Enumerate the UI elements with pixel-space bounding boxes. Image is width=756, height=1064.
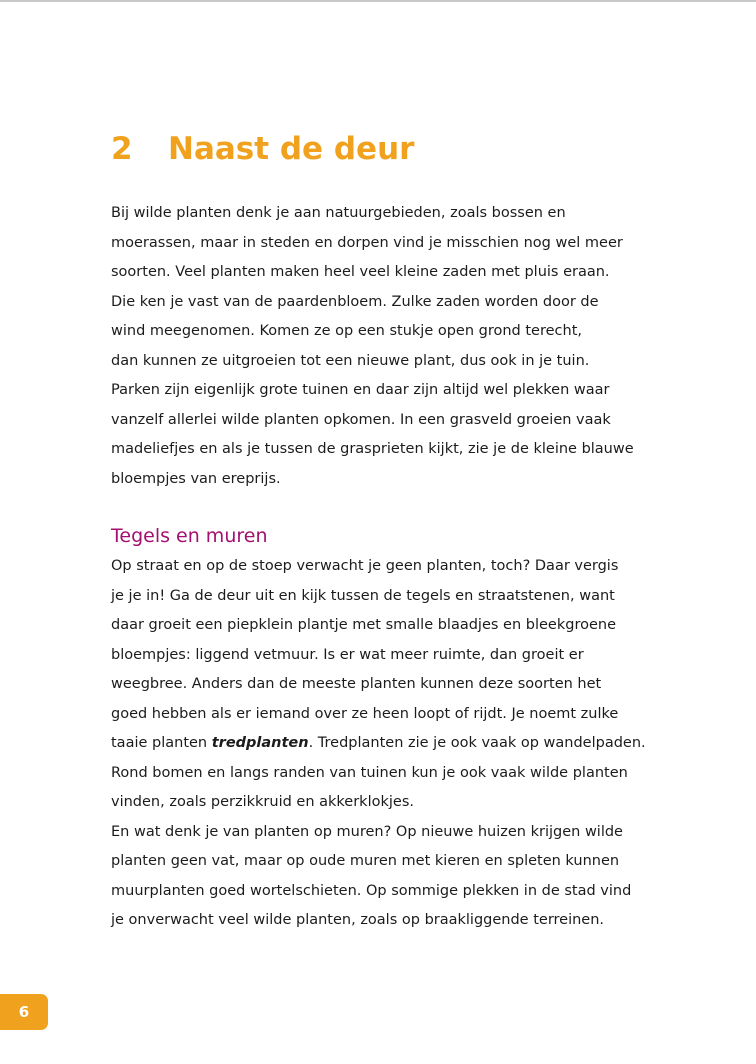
text-line: soorten. Veel planten maken heel veel kleine zaden met pluis eraan. [111,264,610,280]
text-line: En wat denk je van planten op muren? Op nieuwe huizen krijgen wilde [111,823,623,840]
text-line: dan kunnen ze uitgroeien tot een nieuwe plant, dus ook in je tuin. [111,352,590,369]
text-line: je je in! Ga de deur uit en kijk tussen de tegels en straatstenen, want [111,587,615,604]
text-fragment: taaie planten [111,735,212,751]
top-border-line [0,0,756,2]
text-line: moerassen, maar in steden en dorpen vind je misschien nog wel meer [111,234,623,251]
text-line: bloempjes van ereprijs. [111,470,281,487]
text-line: Parken zijn eigenlijk grote tuinen en daar zijn altijd wel plekken waar [111,382,610,398]
text-line: Rond bomen en langs randen van tuinen kun je ook vaak wilde planten [111,764,628,781]
text-line: Op straat en op de stoep verwacht je geen planten, toch? Daar vergis [111,558,619,574]
page-number-tab [0,994,48,1030]
intro-paragraph [111,199,671,494]
text-line-with-emphasis [111,729,671,759]
chapter-number: 2 [111,131,133,167]
text-line: wind meegenomen. Komen ze op een stukje open grond terecht, [111,323,582,339]
text-line: vanzelf allerlei wilde planten opkomen. In een grasveld groeien vaak [111,411,611,428]
text-line: bloempjes: liggend vetmuur. Is er wat meer ruimte, dan groeit er [111,646,584,663]
tegels-paragraph [111,552,671,936]
text-line: weegbree. Anders dan de meeste planten kunnen deze soorten het [111,676,602,692]
text-line: Die ken je vast van de paardenbloem. Zulke zaden worden door de [111,293,599,310]
chapter-heading [111,128,414,170]
text-line: Bij wilde planten denk je aan natuurgebieden, zoals bossen en [111,205,566,221]
text-line: daar groeit een piepklein plantje met smalle blaadjes en bleekgroene [111,617,616,633]
text-fragment: . Tredplanten zie je ook vaak op wandelpaden. [308,735,646,751]
text-line: muurplanten goed wortelschieten. Op sommige plekken in de stad vind [111,882,632,899]
chapter-title: Naast de deur [168,131,415,167]
section-heading-tegels: Tegels en muren [111,525,268,547]
text-line: goed hebben als er iemand over ze heen loopt of rijdt. Je noemt zulke [111,705,619,722]
text-line: vinden, zoals perzikkruid en akkerklokjes. [111,794,414,810]
page-number: 6 [18,1003,30,1021]
text-line: planten geen vat, maar op oude muren met kieren en spleten kunnen [111,853,620,869]
text-line: je onverwacht veel wilde planten, zoals op braakliggende terreinen. [111,912,605,928]
emphasized-term: tredplanten [211,735,309,751]
text-line: madeliefjes en als je tussen de grasprieten kijkt, zie je de kleine blauwe [111,441,634,457]
